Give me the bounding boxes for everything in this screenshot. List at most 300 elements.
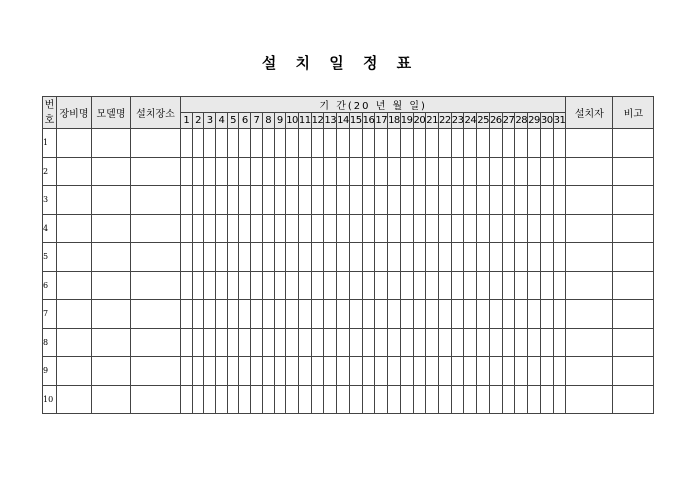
day-cell[interactable] — [375, 385, 388, 414]
day-cell[interactable] — [477, 357, 490, 386]
day-cell[interactable] — [274, 243, 286, 272]
day-cell[interactable] — [192, 328, 204, 357]
day-cell[interactable] — [227, 271, 239, 300]
equipment-cell[interactable] — [57, 186, 92, 215]
day-cell[interactable] — [216, 157, 228, 186]
model-cell[interactable] — [92, 214, 131, 243]
model-cell[interactable] — [92, 243, 131, 272]
day-cell[interactable] — [553, 271, 566, 300]
day-cell[interactable] — [489, 300, 502, 329]
day-cell[interactable] — [204, 357, 216, 386]
day-cell[interactable] — [239, 129, 251, 158]
day-cell[interactable] — [298, 300, 311, 329]
equipment-cell[interactable] — [57, 357, 92, 386]
day-cell[interactable] — [216, 243, 228, 272]
day-cell[interactable] — [553, 357, 566, 386]
day-cell[interactable] — [388, 157, 401, 186]
day-cell[interactable] — [362, 271, 375, 300]
day-cell[interactable] — [286, 271, 299, 300]
model-cell[interactable] — [92, 328, 131, 357]
day-cell[interactable] — [192, 214, 204, 243]
day-cell[interactable] — [464, 300, 477, 329]
day-cell[interactable] — [324, 328, 337, 357]
day-cell[interactable] — [324, 271, 337, 300]
day-cell[interactable] — [375, 328, 388, 357]
day-cell[interactable] — [464, 243, 477, 272]
day-cell[interactable] — [400, 243, 413, 272]
remarks-cell[interactable] — [613, 357, 654, 386]
day-cell[interactable] — [540, 300, 553, 329]
day-cell[interactable] — [426, 243, 439, 272]
day-cell[interactable] — [311, 243, 324, 272]
day-cell[interactable] — [192, 243, 204, 272]
day-cell[interactable] — [262, 385, 274, 414]
day-cell[interactable] — [489, 271, 502, 300]
day-cell[interactable] — [375, 129, 388, 158]
day-cell[interactable] — [553, 129, 566, 158]
day-cell[interactable] — [528, 271, 541, 300]
day-cell[interactable] — [400, 328, 413, 357]
day-cell[interactable] — [349, 271, 362, 300]
day-cell[interactable] — [439, 129, 452, 158]
equipment-cell[interactable] — [57, 300, 92, 329]
day-cell[interactable] — [451, 300, 464, 329]
day-cell[interactable] — [439, 328, 452, 357]
day-cell[interactable] — [337, 157, 350, 186]
day-cell[interactable] — [553, 157, 566, 186]
day-cell[interactable] — [251, 129, 263, 158]
day-cell[interactable] — [262, 129, 274, 158]
day-cell[interactable] — [204, 157, 216, 186]
day-cell[interactable] — [489, 385, 502, 414]
day-cell[interactable] — [239, 385, 251, 414]
day-cell[interactable] — [388, 186, 401, 215]
day-cell[interactable] — [375, 214, 388, 243]
day-cell[interactable] — [262, 186, 274, 215]
day-cell[interactable] — [181, 357, 193, 386]
installer-cell[interactable] — [566, 357, 613, 386]
day-cell[interactable] — [439, 157, 452, 186]
day-cell[interactable] — [413, 186, 426, 215]
day-cell[interactable] — [426, 328, 439, 357]
day-cell[interactable] — [216, 300, 228, 329]
equipment-cell[interactable] — [57, 271, 92, 300]
remarks-cell[interactable] — [613, 271, 654, 300]
day-cell[interactable] — [286, 186, 299, 215]
day-cell[interactable] — [515, 300, 528, 329]
day-cell[interactable] — [349, 129, 362, 158]
day-cell[interactable] — [426, 157, 439, 186]
day-cell[interactable] — [251, 357, 263, 386]
day-cell[interactable] — [349, 214, 362, 243]
day-cell[interactable] — [528, 385, 541, 414]
location-cell[interactable] — [131, 328, 181, 357]
day-cell[interactable] — [540, 271, 553, 300]
day-cell[interactable] — [337, 243, 350, 272]
day-cell[interactable] — [375, 157, 388, 186]
day-cell[interactable] — [251, 243, 263, 272]
day-cell[interactable] — [439, 357, 452, 386]
day-cell[interactable] — [553, 300, 566, 329]
day-cell[interactable] — [413, 271, 426, 300]
day-cell[interactable] — [337, 214, 350, 243]
day-cell[interactable] — [239, 214, 251, 243]
location-cell[interactable] — [131, 300, 181, 329]
day-cell[interactable] — [181, 385, 193, 414]
day-cell[interactable] — [540, 357, 553, 386]
day-cell[interactable] — [400, 129, 413, 158]
day-cell[interactable] — [349, 157, 362, 186]
location-cell[interactable] — [131, 243, 181, 272]
installer-cell[interactable] — [566, 328, 613, 357]
day-cell[interactable] — [477, 328, 490, 357]
day-cell[interactable] — [489, 243, 502, 272]
installer-cell[interactable] — [566, 214, 613, 243]
day-cell[interactable] — [192, 385, 204, 414]
day-cell[interactable] — [204, 214, 216, 243]
day-cell[interactable] — [324, 186, 337, 215]
day-cell[interactable] — [553, 328, 566, 357]
model-cell[interactable] — [92, 385, 131, 414]
equipment-cell[interactable] — [57, 157, 92, 186]
day-cell[interactable] — [477, 214, 490, 243]
day-cell[interactable] — [540, 129, 553, 158]
remarks-cell[interactable] — [613, 129, 654, 158]
remarks-cell[interactable] — [613, 214, 654, 243]
day-cell[interactable] — [426, 186, 439, 215]
day-cell[interactable] — [274, 385, 286, 414]
day-cell[interactable] — [204, 328, 216, 357]
day-cell[interactable] — [540, 214, 553, 243]
model-cell[interactable] — [92, 300, 131, 329]
day-cell[interactable] — [298, 271, 311, 300]
day-cell[interactable] — [553, 186, 566, 215]
day-cell[interactable] — [464, 271, 477, 300]
day-cell[interactable] — [464, 328, 477, 357]
day-cell[interactable] — [192, 157, 204, 186]
day-cell[interactable] — [388, 214, 401, 243]
day-cell[interactable] — [324, 385, 337, 414]
day-cell[interactable] — [239, 186, 251, 215]
day-cell[interactable] — [477, 186, 490, 215]
day-cell[interactable] — [426, 129, 439, 158]
installer-cell[interactable] — [566, 186, 613, 215]
model-cell[interactable] — [92, 157, 131, 186]
day-cell[interactable] — [239, 157, 251, 186]
day-cell[interactable] — [311, 328, 324, 357]
day-cell[interactable] — [362, 214, 375, 243]
day-cell[interactable] — [502, 157, 515, 186]
day-cell[interactable] — [451, 157, 464, 186]
day-cell[interactable] — [413, 157, 426, 186]
day-cell[interactable] — [204, 271, 216, 300]
day-cell[interactable] — [216, 357, 228, 386]
day-cell[interactable] — [489, 328, 502, 357]
day-cell[interactable] — [388, 357, 401, 386]
equipment-cell[interactable] — [57, 385, 92, 414]
day-cell[interactable] — [502, 214, 515, 243]
day-cell[interactable] — [311, 271, 324, 300]
day-cell[interactable] — [451, 271, 464, 300]
day-cell[interactable] — [274, 186, 286, 215]
day-cell[interactable] — [413, 129, 426, 158]
model-cell[interactable] — [92, 186, 131, 215]
day-cell[interactable] — [502, 357, 515, 386]
day-cell[interactable] — [477, 271, 490, 300]
day-cell[interactable] — [439, 243, 452, 272]
day-cell[interactable] — [274, 214, 286, 243]
day-cell[interactable] — [464, 214, 477, 243]
day-cell[interactable] — [324, 243, 337, 272]
day-cell[interactable] — [426, 385, 439, 414]
installer-cell[interactable] — [566, 271, 613, 300]
day-cell[interactable] — [413, 357, 426, 386]
day-cell[interactable] — [362, 385, 375, 414]
equipment-cell[interactable] — [57, 214, 92, 243]
day-cell[interactable] — [216, 214, 228, 243]
installer-cell[interactable] — [566, 385, 613, 414]
day-cell[interactable] — [227, 328, 239, 357]
model-cell[interactable] — [92, 129, 131, 158]
day-cell[interactable] — [451, 186, 464, 215]
day-cell[interactable] — [426, 271, 439, 300]
day-cell[interactable] — [515, 157, 528, 186]
day-cell[interactable] — [439, 300, 452, 329]
day-cell[interactable] — [528, 328, 541, 357]
day-cell[interactable] — [464, 385, 477, 414]
day-cell[interactable] — [192, 271, 204, 300]
day-cell[interactable] — [227, 186, 239, 215]
day-cell[interactable] — [426, 357, 439, 386]
location-cell[interactable] — [131, 357, 181, 386]
day-cell[interactable] — [413, 243, 426, 272]
day-cell[interactable] — [362, 357, 375, 386]
location-cell[interactable] — [131, 157, 181, 186]
day-cell[interactable] — [286, 385, 299, 414]
day-cell[interactable] — [349, 385, 362, 414]
day-cell[interactable] — [324, 214, 337, 243]
day-cell[interactable] — [413, 214, 426, 243]
day-cell[interactable] — [388, 129, 401, 158]
day-cell[interactable] — [400, 157, 413, 186]
day-cell[interactable] — [388, 328, 401, 357]
day-cell[interactable] — [528, 243, 541, 272]
day-cell[interactable] — [204, 385, 216, 414]
day-cell[interactable] — [181, 271, 193, 300]
day-cell[interactable] — [375, 357, 388, 386]
day-cell[interactable] — [311, 385, 324, 414]
day-cell[interactable] — [400, 357, 413, 386]
day-cell[interactable] — [239, 271, 251, 300]
day-cell[interactable] — [204, 129, 216, 158]
day-cell[interactable] — [451, 214, 464, 243]
day-cell[interactable] — [540, 157, 553, 186]
day-cell[interactable] — [286, 300, 299, 329]
day-cell[interactable] — [298, 243, 311, 272]
day-cell[interactable] — [515, 385, 528, 414]
day-cell[interactable] — [192, 129, 204, 158]
day-cell[interactable] — [286, 328, 299, 357]
day-cell[interactable] — [204, 186, 216, 215]
day-cell[interactable] — [227, 129, 239, 158]
installer-cell[interactable] — [566, 157, 613, 186]
day-cell[interactable] — [311, 129, 324, 158]
day-cell[interactable] — [216, 328, 228, 357]
day-cell[interactable] — [216, 271, 228, 300]
day-cell[interactable] — [528, 186, 541, 215]
day-cell[interactable] — [426, 214, 439, 243]
day-cell[interactable] — [298, 157, 311, 186]
day-cell[interactable] — [553, 243, 566, 272]
day-cell[interactable] — [362, 129, 375, 158]
day-cell[interactable] — [451, 357, 464, 386]
day-cell[interactable] — [502, 328, 515, 357]
day-cell[interactable] — [375, 300, 388, 329]
location-cell[interactable] — [131, 129, 181, 158]
day-cell[interactable] — [262, 357, 274, 386]
day-cell[interactable] — [553, 385, 566, 414]
day-cell[interactable] — [181, 300, 193, 329]
day-cell[interactable] — [298, 186, 311, 215]
day-cell[interactable] — [439, 271, 452, 300]
day-cell[interactable] — [540, 385, 553, 414]
day-cell[interactable] — [239, 357, 251, 386]
day-cell[interactable] — [286, 357, 299, 386]
day-cell[interactable] — [489, 214, 502, 243]
day-cell[interactable] — [324, 157, 337, 186]
day-cell[interactable] — [349, 186, 362, 215]
day-cell[interactable] — [477, 300, 490, 329]
day-cell[interactable] — [375, 186, 388, 215]
day-cell[interactable] — [464, 129, 477, 158]
day-cell[interactable] — [515, 129, 528, 158]
day-cell[interactable] — [477, 157, 490, 186]
installer-cell[interactable] — [566, 129, 613, 158]
day-cell[interactable] — [388, 243, 401, 272]
day-cell[interactable] — [204, 300, 216, 329]
day-cell[interactable] — [204, 243, 216, 272]
day-cell[interactable] — [477, 129, 490, 158]
day-cell[interactable] — [311, 214, 324, 243]
day-cell[interactable] — [528, 357, 541, 386]
equipment-cell[interactable] — [57, 328, 92, 357]
day-cell[interactable] — [451, 328, 464, 357]
day-cell[interactable] — [400, 271, 413, 300]
day-cell[interactable] — [311, 186, 324, 215]
day-cell[interactable] — [439, 214, 452, 243]
day-cell[interactable] — [274, 129, 286, 158]
day-cell[interactable] — [528, 157, 541, 186]
day-cell[interactable] — [489, 129, 502, 158]
day-cell[interactable] — [502, 385, 515, 414]
day-cell[interactable] — [553, 214, 566, 243]
day-cell[interactable] — [324, 300, 337, 329]
day-cell[interactable] — [464, 157, 477, 186]
location-cell[interactable] — [131, 271, 181, 300]
day-cell[interactable] — [337, 300, 350, 329]
remarks-cell[interactable] — [613, 300, 654, 329]
remarks-cell[interactable] — [613, 186, 654, 215]
day-cell[interactable] — [216, 129, 228, 158]
day-cell[interactable] — [274, 357, 286, 386]
day-cell[interactable] — [192, 300, 204, 329]
day-cell[interactable] — [451, 385, 464, 414]
remarks-cell[interactable] — [613, 328, 654, 357]
day-cell[interactable] — [227, 243, 239, 272]
day-cell[interactable] — [298, 129, 311, 158]
day-cell[interactable] — [400, 300, 413, 329]
day-cell[interactable] — [181, 328, 193, 357]
day-cell[interactable] — [239, 328, 251, 357]
day-cell[interactable] — [251, 186, 263, 215]
day-cell[interactable] — [388, 300, 401, 329]
day-cell[interactable] — [216, 385, 228, 414]
day-cell[interactable] — [337, 385, 350, 414]
day-cell[interactable] — [502, 186, 515, 215]
day-cell[interactable] — [274, 271, 286, 300]
day-cell[interactable] — [227, 385, 239, 414]
day-cell[interactable] — [489, 157, 502, 186]
day-cell[interactable] — [337, 186, 350, 215]
day-cell[interactable] — [227, 300, 239, 329]
day-cell[interactable] — [181, 186, 193, 215]
day-cell[interactable] — [274, 157, 286, 186]
day-cell[interactable] — [515, 214, 528, 243]
day-cell[interactable] — [349, 357, 362, 386]
day-cell[interactable] — [262, 328, 274, 357]
day-cell[interactable] — [181, 214, 193, 243]
day-cell[interactable] — [227, 357, 239, 386]
day-cell[interactable] — [311, 300, 324, 329]
day-cell[interactable] — [251, 328, 263, 357]
day-cell[interactable] — [362, 186, 375, 215]
day-cell[interactable] — [515, 186, 528, 215]
day-cell[interactable] — [362, 300, 375, 329]
day-cell[interactable] — [227, 214, 239, 243]
day-cell[interactable] — [515, 328, 528, 357]
day-cell[interactable] — [413, 300, 426, 329]
day-cell[interactable] — [464, 186, 477, 215]
day-cell[interactable] — [227, 157, 239, 186]
day-cell[interactable] — [337, 328, 350, 357]
day-cell[interactable] — [515, 243, 528, 272]
day-cell[interactable] — [349, 243, 362, 272]
day-cell[interactable] — [400, 385, 413, 414]
day-cell[interactable] — [451, 243, 464, 272]
day-cell[interactable] — [298, 357, 311, 386]
day-cell[interactable] — [298, 328, 311, 357]
day-cell[interactable] — [192, 357, 204, 386]
day-cell[interactable] — [477, 243, 490, 272]
day-cell[interactable] — [502, 300, 515, 329]
day-cell[interactable] — [477, 385, 490, 414]
day-cell[interactable] — [262, 214, 274, 243]
day-cell[interactable] — [262, 300, 274, 329]
day-cell[interactable] — [298, 214, 311, 243]
day-cell[interactable] — [286, 157, 299, 186]
day-cell[interactable] — [251, 300, 263, 329]
day-cell[interactable] — [413, 385, 426, 414]
day-cell[interactable] — [181, 129, 193, 158]
day-cell[interactable] — [181, 243, 193, 272]
location-cell[interactable] — [131, 214, 181, 243]
day-cell[interactable] — [528, 214, 541, 243]
day-cell[interactable] — [400, 186, 413, 215]
day-cell[interactable] — [311, 357, 324, 386]
day-cell[interactable] — [311, 157, 324, 186]
day-cell[interactable] — [388, 271, 401, 300]
day-cell[interactable] — [251, 157, 263, 186]
